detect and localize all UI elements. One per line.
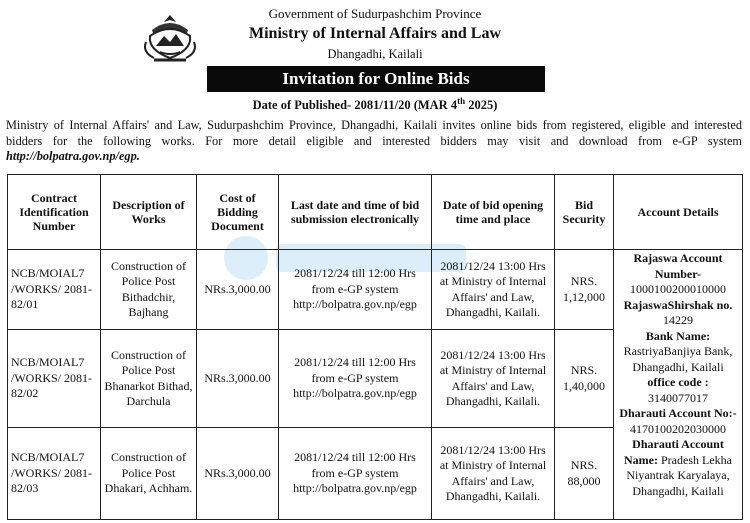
col-header-cost: Cost of Bidding Document	[197, 175, 279, 250]
col-header-opening: Date of bid opening time and place	[432, 175, 555, 250]
dharauti-number: 4170100202030000	[630, 421, 726, 436]
opening-details: 2081/12/24 13:00 Hrs at Ministry of Internal Affairs' and Law, Dhangadhi, Kailali.	[432, 428, 555, 520]
dharauti-label: Dharauti Account No:-	[619, 406, 737, 420]
ministry-name: Ministry of Internal Affairs and Law	[249, 25, 501, 42]
contract-id: NCB/MOIAL7 /WORKS/ 2081-82/03	[8, 428, 101, 520]
col-header-description: Description of Works	[101, 175, 197, 250]
col-header-account: Account Details	[614, 175, 743, 250]
table-row	[8, 250, 743, 330]
submission-deadline: 2081/12/24 till 12:00 Hrs from e-GP system http://bolpatra.gov.np/egp	[279, 428, 432, 520]
rajaswa-label: Rajaswa Account Number-	[633, 251, 723, 281]
work-description: Construction of Police Post Bithadchir, Bajhang	[101, 250, 197, 330]
rajaswa-number: 1000100200010000	[630, 282, 726, 296]
shirshak-label: RajaswaShirshak no.	[623, 297, 733, 312]
dharauti-name-label: Dharauti Account Name:	[624, 437, 724, 467]
table-header-row	[8, 175, 743, 250]
opening-details: 2081/12/24 13:00 Hrs at Ministry of Internal Affairs' and Law, Dhangadhi, Kailali.	[432, 330, 555, 428]
bid-security: NRS. 1,12,000	[555, 250, 614, 330]
document-cost: NRs.3,000.00	[197, 330, 279, 428]
office-location: Dhangadhi, Kailali	[327, 47, 423, 61]
bank-value: RastriyaBanjiya Bank, Dhangadhi, Kailali	[623, 344, 733, 374]
government-name: Government of Sudurpashchim Province	[268, 6, 482, 21]
bids-table	[7, 174, 743, 520]
intro-paragraph	[6, 118, 742, 165]
bank-label: Bank Name:	[645, 328, 711, 343]
contract-id: NCB/MOIAL7 /WORKS/ 2081-82/02	[8, 330, 101, 428]
bid-security: NRS. 88,000	[555, 428, 614, 520]
office-code-value: 3140077017	[648, 390, 708, 405]
document-cost: NRs.3,000.00	[197, 250, 279, 330]
col-header-security: Bid Security	[555, 175, 614, 250]
office-code-label: office code :	[647, 375, 709, 389]
work-description: Construction of Police Post Dhakari, Achham.	[101, 428, 197, 520]
account-details	[614, 250, 743, 520]
dharauti-name-value: Pradesh Lekha Niyantrak Karyalaya, Dhangadhi, Kailali	[626, 452, 732, 498]
submission-deadline: 2081/12/24 till 12:00 Hrs from e-GP system http://bolpatra.gov.np/egp	[279, 250, 432, 330]
col-header-contract-id: Contract Identification Number	[8, 175, 101, 250]
egp-link[interactable]: http://bolpatra.gov.np/egp.	[6, 149, 140, 163]
intro-text: Ministry of Internal Affairs' and Law, Sudurpashchim Province, Dhangadhi, Kailali invites online bids from registered, eligible and interested bidders for the following works. For more detail eligible and interested bidders may visit and download from e-GP system	[6, 118, 742, 148]
submission-deadline: 2081/12/24 till 12:00 Hrs from e-GP system http://bolpatra.gov.np/egp	[279, 330, 432, 428]
bid-security: NRS. 1,40,000	[555, 330, 614, 428]
shirshak-value: 14229	[663, 313, 693, 327]
col-header-deadline: Last date and time of bid submission electronically	[279, 175, 432, 250]
work-description: Construction of Police Post Bhanarkot Bithad, Darchula	[101, 330, 197, 428]
notice-title: Invitation for Online Bids	[207, 66, 545, 92]
contract-id: NCB/MOIAL7 /WORKS/ 2081-82/01	[8, 250, 101, 330]
opening-details: 2081/12/24 13:00 Hrs at Ministry of Internal Affairs' and Law, Dhangadhi, Kailali.	[432, 250, 555, 330]
published-date: Date of Published- 2081/11/20 (MAR 4th 2025)	[252, 96, 498, 113]
document-cost: NRs.3,000.00	[197, 428, 279, 520]
